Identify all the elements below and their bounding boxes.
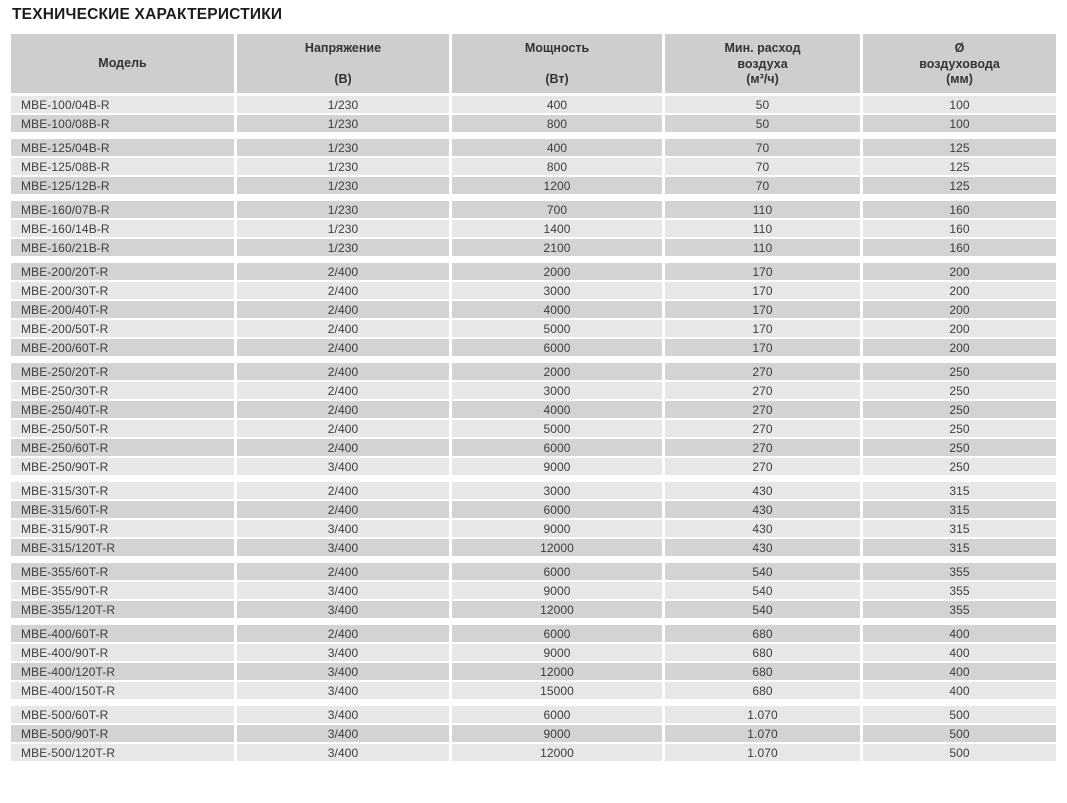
- cell-voltage: 1/230: [237, 115, 449, 132]
- cell-diameter: 500: [863, 725, 1056, 742]
- column-header-line: (Вт): [545, 72, 569, 86]
- cell-power: 6000: [452, 563, 662, 580]
- cell-airflow: 430: [665, 539, 860, 556]
- cell-diameter: 400: [863, 663, 1056, 680]
- cell-diameter: 250: [863, 439, 1056, 456]
- cell-airflow: 680: [665, 625, 860, 642]
- cell-diameter: 500: [863, 706, 1056, 723]
- cell-airflow: 540: [665, 582, 860, 599]
- cell-model: MBE-315/90T-R: [11, 520, 234, 537]
- cell-voltage: 1/230: [237, 158, 449, 175]
- table-body: [11, 96, 1056, 761]
- cell-airflow: 170: [665, 320, 860, 337]
- cell-voltage: 3/400: [237, 539, 449, 556]
- table-group: [11, 482, 1056, 556]
- cell-power: 700: [452, 201, 662, 218]
- cell-power: 6000: [452, 439, 662, 456]
- cell-model: MBE-125/08B-R: [11, 158, 234, 175]
- cell-model: MBE-400/120T-R: [11, 663, 234, 680]
- table-row: [11, 401, 1056, 418]
- cell-power: 5000: [452, 420, 662, 437]
- table-row: [11, 320, 1056, 337]
- cell-model: MBE-160/14B-R: [11, 220, 234, 237]
- column-header-diameter: [863, 34, 1056, 93]
- cell-model: MBE-250/20T-R: [11, 363, 234, 380]
- cell-diameter: 125: [863, 139, 1056, 156]
- cell-voltage: 1/230: [237, 239, 449, 256]
- table-row: [11, 439, 1056, 456]
- table-group: [11, 706, 1056, 761]
- table-row: [11, 520, 1056, 537]
- column-header-line: Напряжение: [304, 41, 382, 55]
- cell-voltage: 2/400: [237, 563, 449, 580]
- cell-diameter: 125: [863, 177, 1056, 194]
- cell-voltage: 1/230: [237, 96, 449, 113]
- cell-airflow: 1.070: [665, 725, 860, 742]
- table-row: [11, 663, 1056, 680]
- column-header-line: (В): [334, 72, 352, 86]
- cell-voltage: 2/400: [237, 339, 449, 356]
- table-row: [11, 177, 1056, 194]
- cell-airflow: 540: [665, 601, 860, 618]
- cell-diameter: 400: [863, 682, 1056, 699]
- cell-model: MBE-400/60T-R: [11, 625, 234, 642]
- cell-model: MBE-250/50T-R: [11, 420, 234, 437]
- cell-airflow: 270: [665, 401, 860, 418]
- column-header-line: воздуховода: [919, 56, 1000, 71]
- cell-power: 12000: [452, 744, 662, 761]
- cell-model: MBE-250/60T-R: [11, 439, 234, 456]
- cell-diameter: 160: [863, 239, 1056, 256]
- cell-power: 1400: [452, 220, 662, 237]
- cell-power: 800: [452, 115, 662, 132]
- table-group: [11, 625, 1056, 699]
- cell-voltage: 2/400: [237, 420, 449, 437]
- table-group: [11, 263, 1056, 356]
- table-group: [11, 201, 1056, 256]
- cell-airflow: 430: [665, 482, 860, 499]
- cell-power: 4000: [452, 301, 662, 318]
- cell-airflow: 70: [665, 158, 860, 175]
- cell-airflow: 170: [665, 301, 860, 318]
- table-row: [11, 725, 1056, 742]
- table-row: [11, 363, 1056, 380]
- cell-airflow: 1.070: [665, 706, 860, 723]
- cell-diameter: 160: [863, 220, 1056, 237]
- cell-voltage: 2/400: [237, 282, 449, 299]
- cell-model: MBE-100/08B-R: [11, 115, 234, 132]
- column-header-line: (мм): [946, 72, 973, 86]
- cell-diameter: 355: [863, 582, 1056, 599]
- cell-model: MBE-315/30T-R: [11, 482, 234, 499]
- cell-diameter: 355: [863, 563, 1056, 580]
- cell-airflow: 110: [665, 201, 860, 218]
- cell-airflow: 270: [665, 439, 860, 456]
- cell-model: MBE-125/04B-R: [11, 139, 234, 156]
- cell-airflow: 270: [665, 458, 860, 475]
- table-group: [11, 96, 1056, 132]
- cell-diameter: 500: [863, 744, 1056, 761]
- cell-diameter: 100: [863, 115, 1056, 132]
- cell-diameter: 250: [863, 401, 1056, 418]
- cell-diameter: 200: [863, 320, 1056, 337]
- cell-model: MBE-250/30T-R: [11, 382, 234, 399]
- cell-voltage: 1/230: [237, 220, 449, 237]
- table-row: [11, 382, 1056, 399]
- cell-power: 3000: [452, 382, 662, 399]
- cell-voltage: 3/400: [237, 725, 449, 742]
- cell-diameter: 100: [863, 96, 1056, 113]
- cell-model: MBE-200/40T-R: [11, 301, 234, 318]
- cell-power: 6000: [452, 339, 662, 356]
- table-row: [11, 96, 1056, 113]
- cell-diameter: 315: [863, 501, 1056, 518]
- table-group: [11, 563, 1056, 618]
- cell-model: MBE-125/12B-R: [11, 177, 234, 194]
- cell-model: MBE-500/90T-R: [11, 725, 234, 742]
- cell-power: 3000: [452, 282, 662, 299]
- table-row: [11, 582, 1056, 599]
- cell-power: 12000: [452, 539, 662, 556]
- cell-airflow: 110: [665, 220, 860, 237]
- cell-airflow: 270: [665, 382, 860, 399]
- cell-airflow: 110: [665, 239, 860, 256]
- table-row: [11, 420, 1056, 437]
- table-row: [11, 158, 1056, 175]
- cell-diameter: 250: [863, 420, 1056, 437]
- cell-model: MBE-250/90T-R: [11, 458, 234, 475]
- cell-voltage: 3/400: [237, 520, 449, 537]
- cell-airflow: 680: [665, 644, 860, 661]
- cell-voltage: 2/400: [237, 382, 449, 399]
- column-header-airflow: [665, 34, 860, 93]
- cell-voltage: 2/400: [237, 439, 449, 456]
- cell-model: MBE-160/21B-R: [11, 239, 234, 256]
- page-title: ТЕХНИЧЕСКИЕ ХАРАКТЕРИСТИКИ: [12, 6, 283, 23]
- cell-voltage: 3/400: [237, 601, 449, 618]
- cell-power: 2000: [452, 263, 662, 280]
- cell-model: MBE-355/60T-R: [11, 563, 234, 580]
- cell-diameter: 400: [863, 625, 1056, 642]
- cell-airflow: 70: [665, 139, 860, 156]
- table-row: [11, 339, 1056, 356]
- cell-voltage: 1/230: [237, 139, 449, 156]
- cell-airflow: 680: [665, 663, 860, 680]
- column-header-line: Мощность: [524, 41, 590, 55]
- cell-airflow: 270: [665, 420, 860, 437]
- cell-voltage: 2/400: [237, 263, 449, 280]
- cell-diameter: 160: [863, 201, 1056, 218]
- cell-voltage: 3/400: [237, 644, 449, 661]
- cell-voltage: 1/230: [237, 177, 449, 194]
- table-row: [11, 263, 1056, 280]
- cell-power: 15000: [452, 682, 662, 699]
- table-row: [11, 706, 1056, 723]
- table-header-row: [11, 34, 1056, 93]
- cell-voltage: 2/400: [237, 320, 449, 337]
- table-group: [11, 139, 1056, 194]
- cell-power: 9000: [452, 644, 662, 661]
- cell-model: MBE-315/120T-R: [11, 539, 234, 556]
- cell-airflow: 170: [665, 339, 860, 356]
- column-header-line: Ø: [954, 41, 965, 55]
- cell-voltage: 3/400: [237, 682, 449, 699]
- cell-model: MBE-400/90T-R: [11, 644, 234, 661]
- cell-airflow: 680: [665, 682, 860, 699]
- cell-diameter: 315: [863, 520, 1056, 537]
- table-row: [11, 220, 1056, 237]
- cell-power: 12000: [452, 663, 662, 680]
- column-header-line: (м³/ч): [746, 72, 779, 86]
- cell-airflow: 1.070: [665, 744, 860, 761]
- table-row: [11, 139, 1056, 156]
- cell-voltage: 2/400: [237, 301, 449, 318]
- table-row: [11, 201, 1056, 218]
- cell-diameter: 200: [863, 282, 1056, 299]
- cell-power: 9000: [452, 725, 662, 742]
- cell-power: 6000: [452, 501, 662, 518]
- cell-power: 9000: [452, 458, 662, 475]
- cell-power: 3000: [452, 482, 662, 499]
- cell-voltage: 3/400: [237, 663, 449, 680]
- cell-voltage: 2/400: [237, 625, 449, 642]
- cell-airflow: 170: [665, 282, 860, 299]
- cell-power: 400: [452, 139, 662, 156]
- cell-diameter: 250: [863, 458, 1056, 475]
- cell-diameter: 200: [863, 263, 1056, 280]
- table-row: [11, 239, 1056, 256]
- cell-airflow: 540: [665, 563, 860, 580]
- cell-voltage: 1/230: [237, 201, 449, 218]
- cell-power: 800: [452, 158, 662, 175]
- cell-diameter: 250: [863, 363, 1056, 380]
- table-group: [11, 363, 1056, 475]
- table-row: [11, 601, 1056, 618]
- cell-diameter: 355: [863, 601, 1056, 618]
- cell-power: 12000: [452, 601, 662, 618]
- cell-voltage: 3/400: [237, 706, 449, 723]
- cell-airflow: 170: [665, 263, 860, 280]
- cell-airflow: 270: [665, 363, 860, 380]
- cell-voltage: 3/400: [237, 582, 449, 599]
- table-row: [11, 682, 1056, 699]
- cell-airflow: 50: [665, 115, 860, 132]
- column-header-model: [11, 34, 234, 93]
- cell-voltage: 2/400: [237, 363, 449, 380]
- cell-model: MBE-500/120T-R: [11, 744, 234, 761]
- cell-power: 5000: [452, 320, 662, 337]
- cell-diameter: 315: [863, 539, 1056, 556]
- cell-diameter: 200: [863, 301, 1056, 318]
- cell-diameter: 400: [863, 644, 1056, 661]
- cell-model: MBE-250/40T-R: [11, 401, 234, 418]
- table-row: [11, 625, 1056, 642]
- cell-power: 2100: [452, 239, 662, 256]
- cell-power: 6000: [452, 706, 662, 723]
- cell-model: MBE-160/07B-R: [11, 201, 234, 218]
- cell-model: MBE-200/60T-R: [11, 339, 234, 356]
- cell-power: 9000: [452, 520, 662, 537]
- cell-airflow: 50: [665, 96, 860, 113]
- column-header-power: [452, 34, 662, 93]
- cell-voltage: 3/400: [237, 744, 449, 761]
- column-header-line: воздуха: [737, 56, 788, 71]
- cell-model: MBE-100/04B-R: [11, 96, 234, 113]
- cell-model: MBE-400/150T-R: [11, 682, 234, 699]
- cell-voltage: 3/400: [237, 458, 449, 475]
- cell-power: 1200: [452, 177, 662, 194]
- cell-power: 4000: [452, 401, 662, 418]
- cell-model: MBE-200/20T-R: [11, 263, 234, 280]
- cell-power: 6000: [452, 625, 662, 642]
- table-row: [11, 563, 1056, 580]
- table-row: [11, 458, 1056, 475]
- cell-diameter: 250: [863, 382, 1056, 399]
- column-header-line: Мин. расход: [724, 41, 801, 55]
- cell-voltage: 2/400: [237, 501, 449, 518]
- cell-power: 400: [452, 96, 662, 113]
- cell-model: MBE-200/50T-R: [11, 320, 234, 337]
- specs-table: [11, 34, 1056, 761]
- cell-diameter: 315: [863, 482, 1056, 499]
- cell-voltage: 2/400: [237, 482, 449, 499]
- column-header-line: Модель: [98, 56, 147, 70]
- cell-diameter: 200: [863, 339, 1056, 356]
- cell-airflow: 430: [665, 501, 860, 518]
- cell-model: MBE-315/60T-R: [11, 501, 234, 518]
- cell-voltage: 2/400: [237, 401, 449, 418]
- cell-model: MBE-500/60T-R: [11, 706, 234, 723]
- cell-power: 2000: [452, 363, 662, 380]
- cell-diameter: 125: [863, 158, 1056, 175]
- table-row: [11, 115, 1056, 132]
- table-row: [11, 301, 1056, 318]
- table-row: [11, 744, 1056, 761]
- table-row: [11, 539, 1056, 556]
- column-header-voltage: [237, 34, 449, 93]
- cell-airflow: 430: [665, 520, 860, 537]
- cell-airflow: 70: [665, 177, 860, 194]
- table-row: [11, 482, 1056, 499]
- cell-model: MBE-355/120T-R: [11, 601, 234, 618]
- table-row: [11, 501, 1056, 518]
- cell-model: MBE-200/30T-R: [11, 282, 234, 299]
- cell-power: 9000: [452, 582, 662, 599]
- cell-model: MBE-355/90T-R: [11, 582, 234, 599]
- table-row: [11, 282, 1056, 299]
- table-row: [11, 644, 1056, 661]
